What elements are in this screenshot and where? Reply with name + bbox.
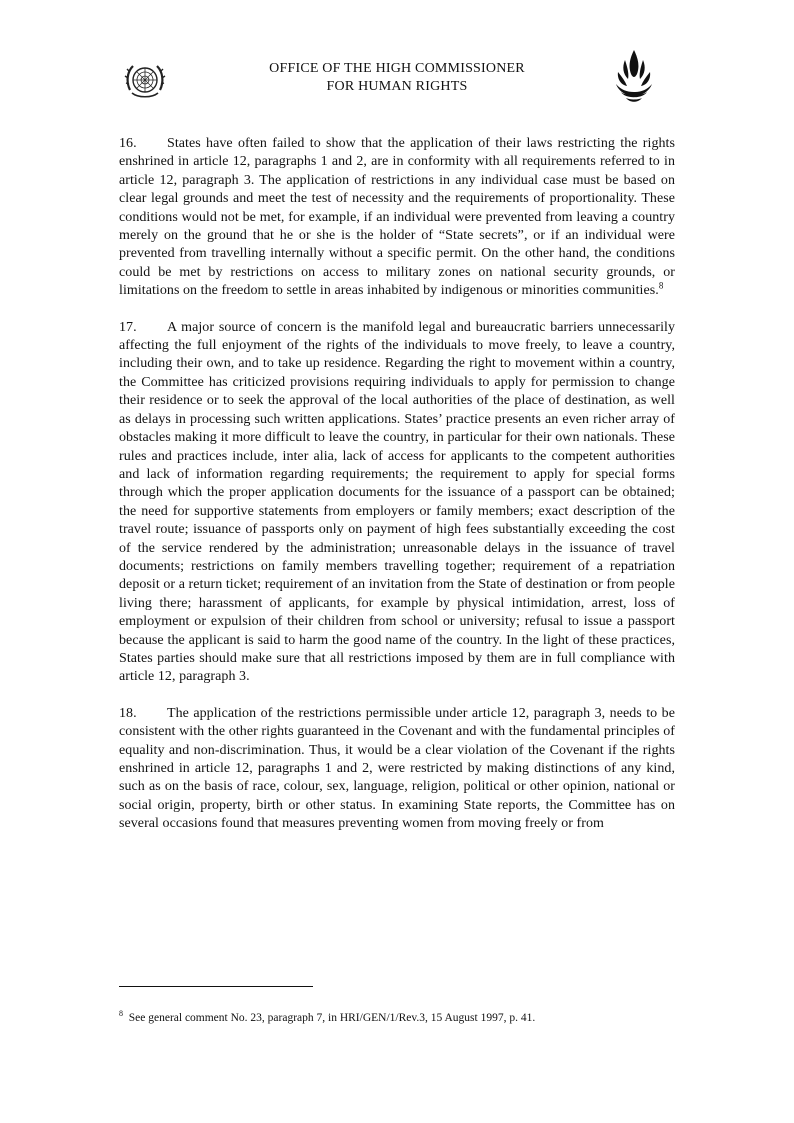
page-header: [0, 58, 794, 118]
document-body: [119, 135, 675, 852]
paragraph-number: 17.: [119, 319, 137, 335]
header-title: [0, 60, 794, 96]
footnote-marker: 8: [119, 1009, 123, 1019]
paragraph-18: [119, 705, 675, 834]
paragraph-text: States have often failed to show that the application of their laws restricting the rights enshrined in article 12, paragraphs 1 and 2, are in conformity with all requirements referred to in article 12, paragraph 3. The application of restrictions in any individual case must be based on clear legal grounds and meet the test of necessity and the requirements of proportionality. These conditions would not be met, for example, if an individual were prevented from leaving a country merely on the ground that he or she is the holder of “State secrets”, or if an individual were prevented from travelling internally without a specific permit. On the other hand, the conditions could be met by restrictions on access to military zones on national security grounds, or limitations on the freedom to settle in areas inhabited by indigenous or minorities communities.: [119, 136, 675, 299]
paragraph-17: [119, 319, 675, 687]
human-rights-flame-icon: [613, 48, 655, 106]
paragraph-text: The application of the restrictions permissible under article 12, paragraph 3, needs to be consistent with the other rights guaranteed in the Covenant and with the fundamental principles of equality and non-discrimination. Thus, it would be a clear violation of the Covenant if the rights enshrined in article 12, paragraphs 1 and 2, were restricted by making distinctions of any kind, such as on the basis of race, colour, sex, language, religion, political or other opinion, national or social origin, property, birth or other status. In examining State reports, the Committee has on several occasions found that measures preventing women from moving freely or from: [119, 705, 675, 832]
header-title-line2: FOR HUMAN RIGHTS: [326, 79, 468, 94]
paragraph-number: 16.: [119, 136, 137, 151]
paragraph-16: [119, 135, 675, 301]
footnote: [119, 1011, 679, 1026]
header-title-line1: OFFICE OF THE HIGH COMMISSIONER: [269, 61, 525, 76]
footnote-separator: [119, 986, 313, 987]
footnote-reference[interactable]: 8: [658, 280, 664, 291]
paragraph-text: A major source of concern is the manifold legal and bureaucratic barriers unnecessarily affecting the full enjoyment of the rights of the individuals to move freely, to leave a country, including their own, and to take up residence. Regarding the right to movement within a country, the Committee has criticized provisions requiring individuals to apply for permission to change their residence or to seek the approval of the local authorities of the place of destination, as well as delays in processing such written applications. States’ practice presents an even richer array of obstacles making it more difficult to leave the country, in particular for their own nationals. These rules and practices include, inter alia, lack of access for applicants to the competent authorities and lack of information regarding requirements; the requirement to apply for special forms through which the proper application documents for the issuance of a passport can be obtained; the need for supportive statements from employers or family members; exact description of the travel route; issuance of passports only on payment of high fees substantially exceeding the cost of the service rendered by the administration; unreasonable delays in the issuance of travel documents; restrictions on family members travelling together; requirement of a repatriation deposit or a return ticket; requirement of an invitation from the State of destination or from people living there; harassment of applicants, for example by physical intimidation, arrest, loss of employment or expulsion of their children from school or university; refusal to issue a passport because the applicant is said to harm the good name of the country. In the light of these practices, States parties should make sure that all restrictions imposed by them are in full compliance with article 12, paragraph 3.: [119, 319, 675, 685]
paragraph-number: 18.: [119, 705, 137, 721]
footnote-text: See general comment No. 23, paragraph 7, in HRI/GEN/1/Rev.3, 15 August 1997, p. 41.: [128, 1012, 536, 1024]
